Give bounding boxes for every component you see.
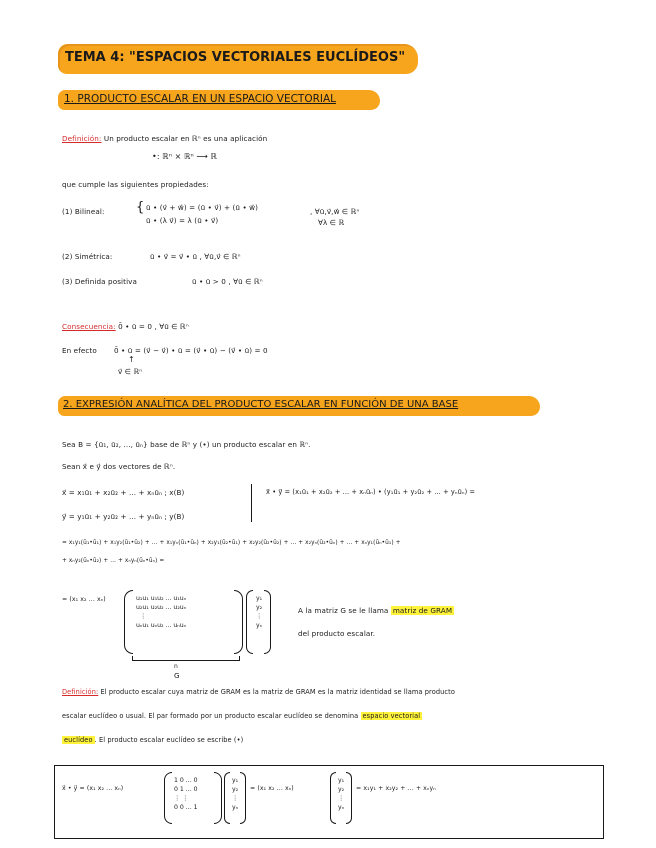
final-y-column-2 (338, 776, 344, 812)
identity-paren-left (164, 772, 172, 824)
final-y-entry: y₂ (232, 786, 239, 793)
consequence-label: Consecuencia: (62, 322, 116, 331)
efecto-expr: 0̄ • ū = (v⃗ − v⃗) • ū = (v⃗ • ū) − (v⃗ • ū) = 0 (114, 346, 268, 355)
y-entry: ⋮ (256, 613, 263, 620)
final-y2-entry: y₂ (338, 786, 345, 793)
properties-intro: que cumple las siguientes propiedades: (62, 180, 209, 189)
definition2-line2 (62, 712, 422, 720)
definition-label: Definición: (62, 134, 102, 143)
vectors-line: Sean x⃗ e y⃗ dos vectores de ℝⁿ. (62, 462, 176, 471)
y-entry: y₂ (256, 604, 263, 611)
final-ycol-paren-right (240, 772, 246, 824)
definition2-line3 (62, 736, 243, 744)
property-1-label: (1) Bilineal: (62, 207, 105, 216)
x-expression: x⃗ = x₁ū₁ + x₂ū₂ + ... + xₙūₙ ; x(B) (62, 488, 185, 497)
definition2-line2-pre: escalar euclídeo o usual. El par formado por un producto escalar euclídeo se denomina (62, 712, 359, 720)
identity-matrix (174, 776, 198, 812)
final-y2-entry: y₁ (338, 777, 345, 784)
efecto-label: En efecto (62, 346, 97, 355)
up-arrow-icon: ↑ (128, 355, 135, 364)
gram-note-line1 (298, 606, 454, 615)
y-entry: yₙ (256, 622, 263, 629)
final-ycol-paren-left (224, 772, 230, 824)
identity-row: 0 0 ... 1 (174, 804, 198, 811)
definition2-highlight-1: espacio vectorial (362, 712, 421, 720)
xy-expression: x⃗ • y⃗ = (x₁ū₁ + x₂ū₂ + ... + xₙūₙ) • (y₁ū₁ + y₂ū₂ + ... + yₙūₙ) = (266, 488, 476, 496)
property-2-label: (2) Simétrica: (62, 252, 113, 261)
final-y-entry: y₁ (232, 777, 239, 784)
gram-row: ⋮ (140, 613, 147, 620)
gram-note-pre: A la matriz G se le llama (298, 606, 389, 615)
g-tick-right (239, 656, 240, 661)
final-y-entry: ⋮ (232, 795, 239, 802)
property-1-line2: ū • (λ v⃗) = λ (ū • v⃗) (146, 216, 219, 225)
identity-paren-right (214, 772, 222, 824)
euclidean-formula-box (54, 765, 604, 839)
gram-row: u₂u₁ u₂u₂ ... u₂uₙ (136, 604, 187, 611)
bracket-divider (251, 484, 252, 522)
section1-heading: 1. PRODUCTO ESCALAR EN UN ESPACIO VECTORIAL (64, 93, 337, 105)
row-vector: = (x₁ x₂ ... xₙ) (62, 596, 106, 603)
property-3-label: (3) Definida positiva (62, 277, 138, 286)
g-label-n: n (174, 663, 178, 670)
gram-note-highlight: matriz de GRAM (392, 606, 453, 615)
gram-matrix (136, 594, 186, 630)
final-ycol2-paren-left (330, 772, 336, 824)
definition2-line3-post: . El producto escalar euclídeo se escribe (•) (94, 736, 244, 744)
page-title: TEMA 4: "ESPACIOS VECTORIALES EUCLÍDEOS" (65, 50, 406, 65)
consequence-text: 0̄ • ū = 0 , ∀ū ∈ ℝⁿ (118, 322, 189, 331)
y-expression: y⃗ = y₁ū₁ + y₂ū₂ + ... + yₙūₙ ; y(B) (62, 512, 185, 521)
g-tick-left (132, 656, 133, 661)
definition-text: Un producto escalar en ℝⁿ es una aplicación (103, 134, 268, 143)
final-rhs: = x₁y₁ + x₂y₂ + ... + xₙyₙ (356, 785, 436, 792)
final-y2-entry: ⋮ (338, 795, 345, 802)
gram-row: u₁u₁ u₁u₂ ... u₁uₙ (136, 595, 187, 602)
identity-row: 0 1 ... 0 (174, 786, 198, 793)
property-1-quantifier: , ∀ū,v⃗,w⃗ ∈ ℝⁿ (310, 207, 360, 216)
final-ycol2-paren-right (346, 772, 352, 824)
definition2-text: El producto escalar cuya matriz de GRAM es la matriz de GRAM es la matriz identidad se llama producto (100, 688, 455, 696)
consequence-line (62, 322, 189, 331)
final-y-entry: yₙ (232, 804, 239, 811)
gram-note-post: del producto escalar. (298, 629, 376, 638)
definition2-line1 (62, 688, 455, 696)
final-mid: = (x₁ x₂ ... xₙ) (250, 785, 294, 792)
efecto-note: v⃗ ∈ ℝⁿ (118, 367, 143, 376)
definition2-highlight-2: euclídeo (64, 736, 93, 744)
ycol-paren-left (246, 590, 253, 654)
y-entry: y₁ (256, 595, 263, 602)
identity-row: ⋮ ⋮ (174, 795, 189, 802)
final-lhs: x⃗ • y⃗ = (x₁ x₂ ... xₙ) (62, 785, 124, 792)
g-label: G (174, 671, 180, 680)
ycol-paren-right (264, 590, 271, 654)
g-underline (132, 660, 240, 661)
y-column (256, 594, 262, 630)
final-y2-entry: yₙ (338, 804, 345, 811)
property-3-expr: ū • ū > 0 , ∀ū ∈ ℝⁿ (192, 277, 263, 286)
definition-line (62, 134, 267, 143)
gram-paren-left (124, 590, 133, 654)
gram-paren-right (234, 590, 243, 654)
gram-row: uₙu₁ uₙu₂ ... uₙuₙ (136, 622, 187, 629)
property-1-lambda: ∀λ ∈ ℝ (318, 218, 345, 227)
definition2-label: Definición: (62, 688, 99, 696)
brace-left-icon: { (136, 200, 145, 215)
final-y-column (232, 776, 238, 812)
mapping: •: ℝⁿ × ℝⁿ ⟶ ℝ (152, 152, 218, 161)
identity-row: 1 0 ... 0 (174, 777, 198, 784)
property-1-line1: ū • (v⃗ + w⃗) = (ū • v⃗) + (ū • w⃗) (146, 203, 259, 212)
section2-heading: 2. EXPRESIÓN ANALÍTICA DEL PRODUCTO ESCALAR EN FUNCIÓN DE UNA BASE (63, 399, 459, 410)
property-2-expr: ū • v⃗ = v⃗ • ū , ∀ū,v⃗ ∈ ℝⁿ (150, 252, 241, 261)
expansion-line-1: = x₁y₁(ū₁•ū₁) + x₁y₂(ū₁•ū₂) + ... + x₁yₙ(ū₁•ūₙ) + x₂y₁(ū₂•ū₁) + x₂y₂(ū₂•ū₂) + ... + x₂yₙ(ū₂•ūₙ) + ... + xₙy₁(ūₙ•ū₁) + (62, 540, 401, 546)
expansion-line-2: + xₙy₂(ūₙ•ū₂) + ... + xₙyₙ(ūₙ•ūₙ) = (62, 558, 165, 564)
basis-line: Sea B = {ū₁, ū₂, ..., ūₙ} base de ℝⁿ y (•) un producto escalar en ℝⁿ. (62, 440, 311, 449)
